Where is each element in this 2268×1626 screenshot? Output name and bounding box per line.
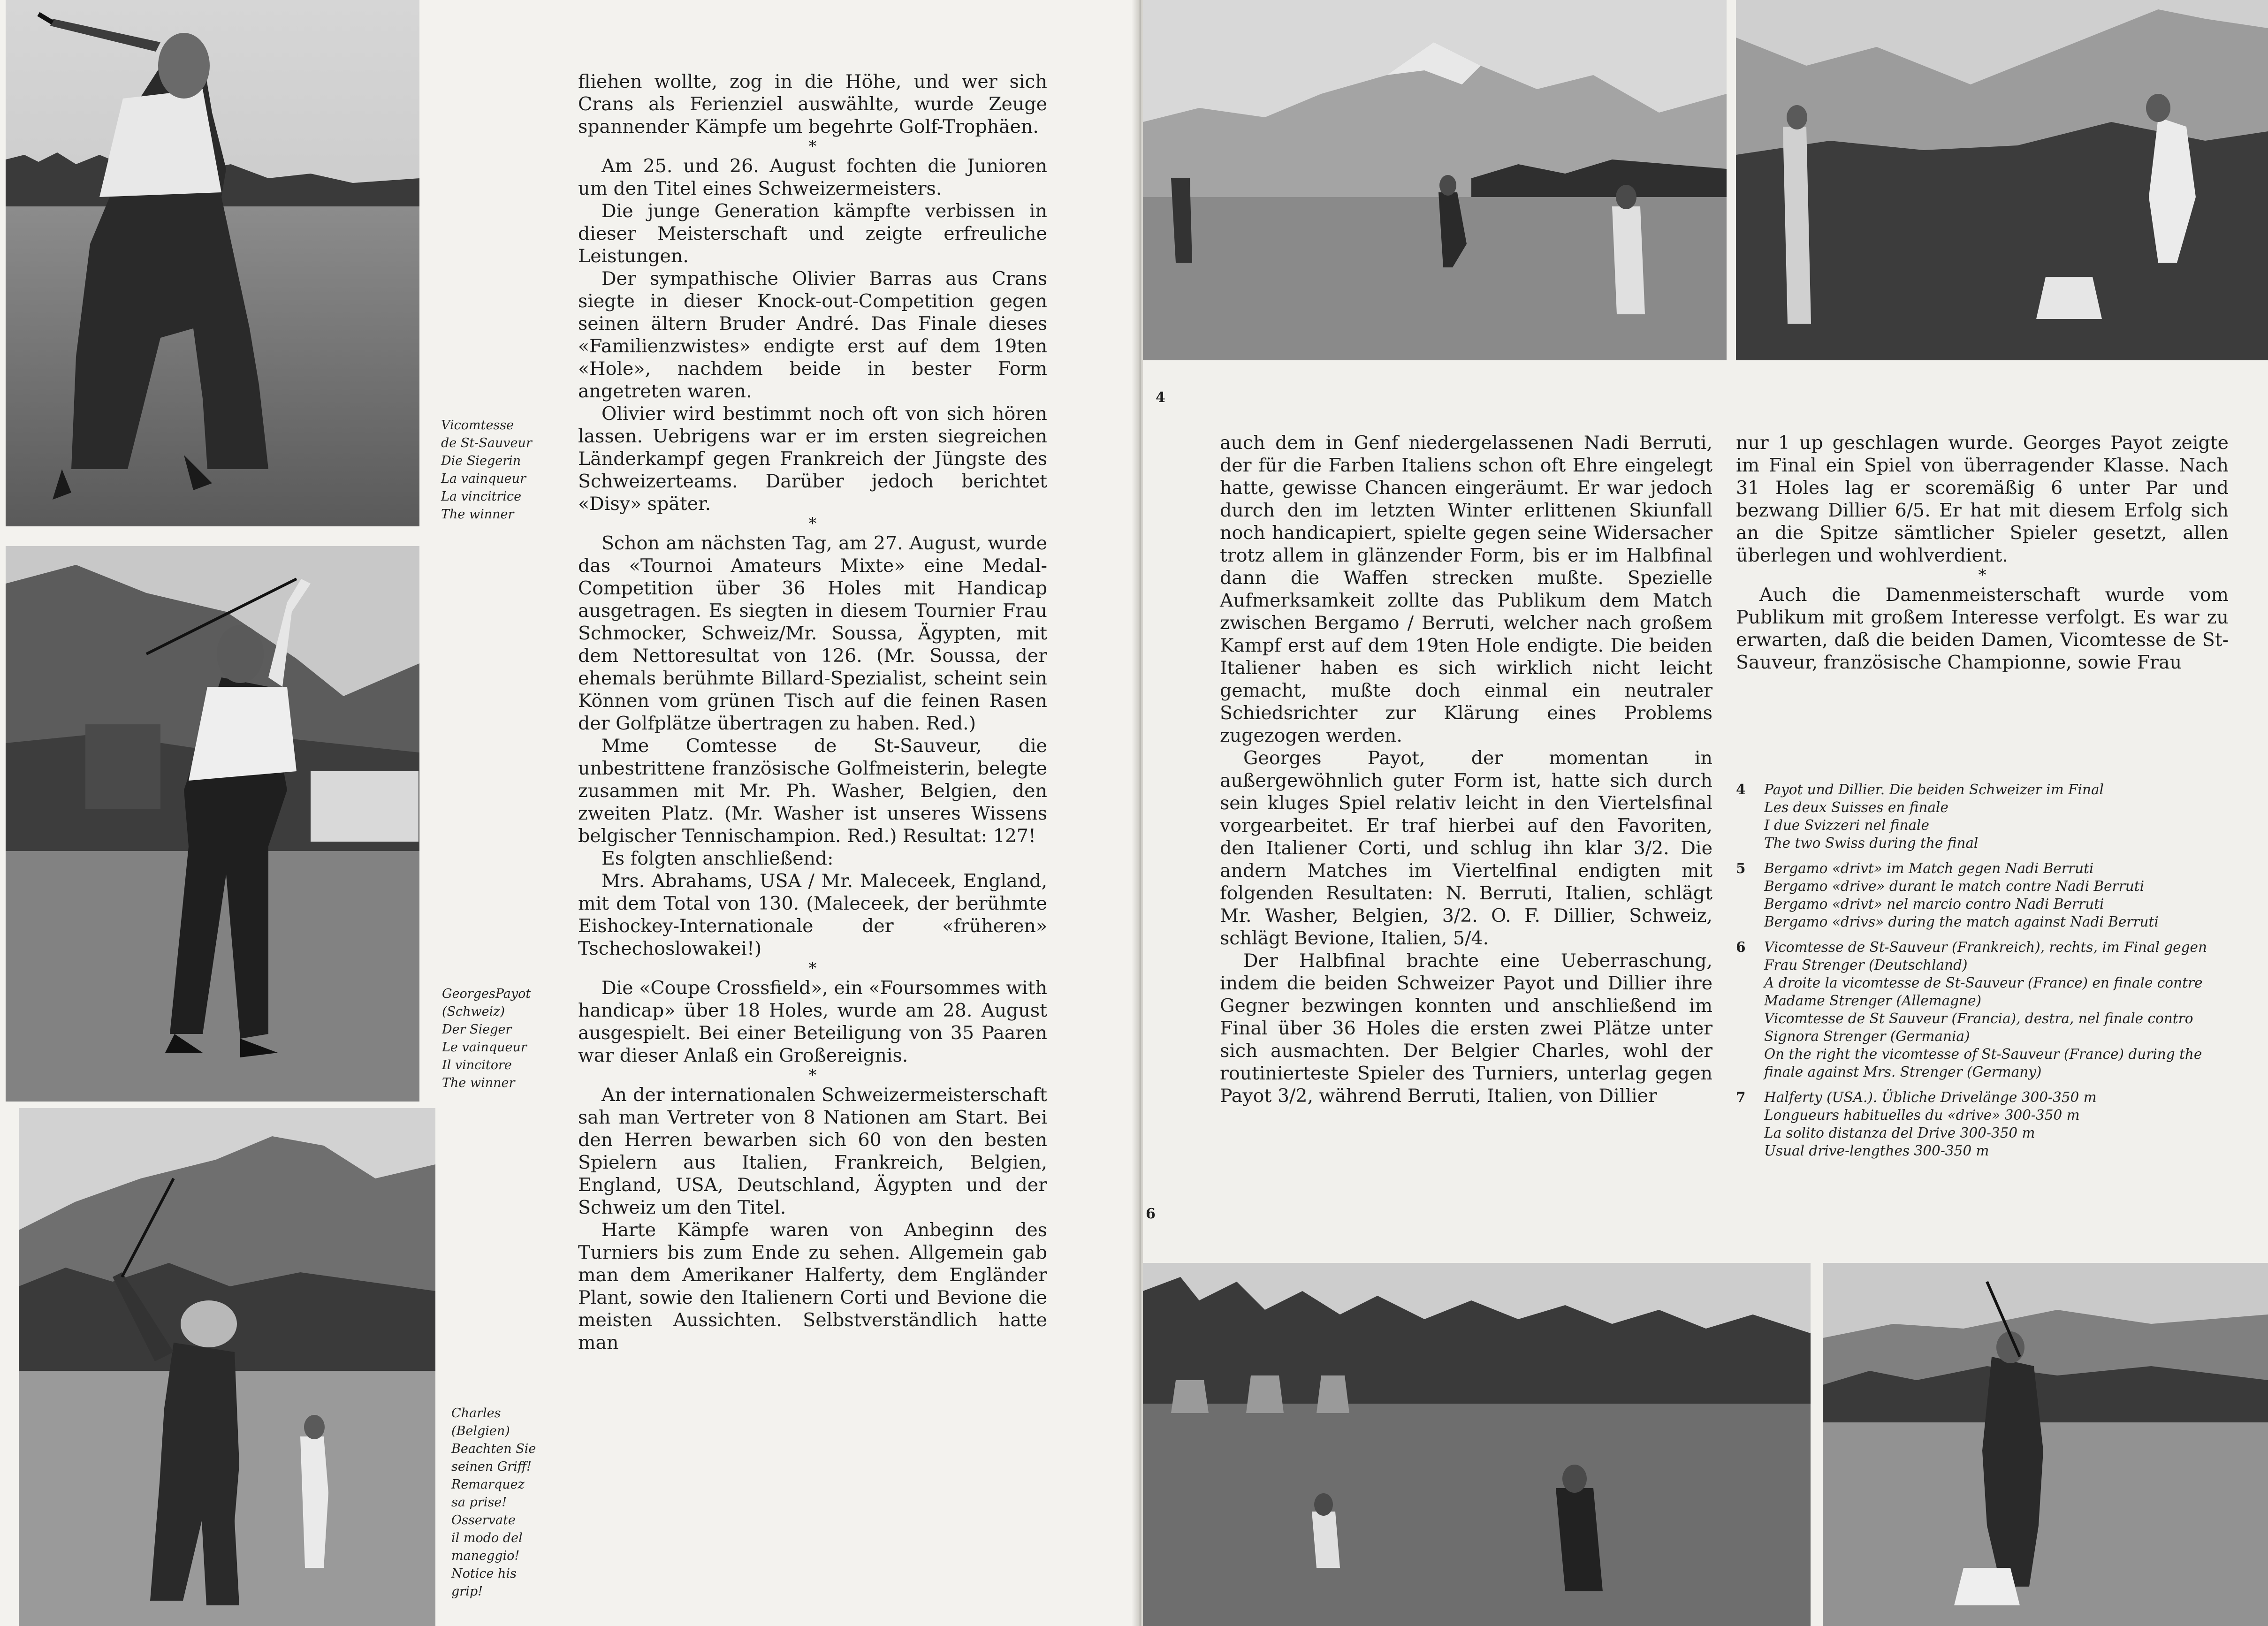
article-paragraph: Der Halbfinal brachte eine Ueberraschung, indem die beiden Schweizer Payot und Dillier ihre Gegner bezwingen konnten und anschließend im Final über 36 Holes die ersten zwei Plätze unter sich ausmachten. Der Belgier Charles, wohl der routinierteste Spieler des Turniers, unterlag gegen Payot 3/2, während Berruti, Italien, von Dillier (1220, 950, 1712, 1107)
article-paragraph: Olivier wird bestimmt noch oft von sich hören lassen. Uebrigens war er im ersten siegreichen Länderkampf gegen Frankreich der Jüngste des Schweizerteams. Darüber jedoch berichtet «Disy» später. (578, 403, 1047, 515)
legend-line: Payot und Dillier. Die beiden Schweizer im Final (1764, 782, 2104, 798)
article-column-left (578, 70, 1047, 1354)
article-paragraph: auch dem in Genf niedergelassenen Nadi Berruti, der für die Farben Italiens schon oft Ehre eingelegt hatte, gewisse Chancen eingeräumt. Er war jedoch durch den im letzten Winter erlittenen Skiunfall noch handicapiert, spielte gegen seine Widersacher trotz allem in glänzender Form, bis er im Halbfinal dann die Waffen strecken mußte. Spezielle Aufmerksamkeit zollte das Publikum dem Match zwischen Bergamo / Berruti, welcher nach großem Kampf erst auf dem 19ten Hole endigte. Die beiden Italiener haben es sich wirklich nicht leicht gemacht, mußte doch einmal ein neutraler Schiedsrichter zur Klärung eines Problems zugezogen werden. (1220, 432, 1712, 746)
section-separator: * (1978, 566, 1986, 585)
legend-line: A droite la vicomtesse de St-Sauveur (France) en finale contre (1764, 975, 2203, 991)
caption-line: sa prise! (451, 1495, 507, 1510)
section-separator: * (808, 514, 817, 533)
golfer-backswing-image (1823, 1263, 2268, 1626)
golf-tee-image (1736, 0, 2268, 360)
golfer-woman-image (6, 0, 419, 526)
page-number-6: 6 (1146, 1206, 1156, 1222)
caption-line: Le vainqueur (442, 1040, 527, 1055)
legend-line: finale against Mrs. Strenger (Germany) (1764, 1064, 2042, 1080)
golfer-cap-image (19, 1108, 435, 1626)
page-number-4: 4 (1156, 389, 1165, 406)
section-separator: * (808, 1066, 817, 1085)
legend-number: 6 (1736, 939, 1746, 955)
legend-line: Halferty (USA.). Übliche Drivelänge 300-350 m (1764, 1089, 2097, 1105)
legend-line: Bergamo «drivs» during the match against Nadi Berruti (1764, 914, 2159, 930)
caption-line: The winner (441, 507, 514, 522)
caption-line: seinen Griff! (451, 1459, 532, 1474)
section-separator: * (808, 959, 817, 978)
photo-legend (1736, 781, 2252, 1167)
article-paragraph: Der sympathische Olivier Barras aus Crans siegte in dieser Knock-out-Competition gegen seinen ältern Bruder André. Das Finale dieses «Familienzwistes» endigte erst auf dem 19ten «Hole», nachdem beide in bester Form angetreten waren. (578, 268, 1047, 402)
legend-entry (1736, 938, 2252, 1081)
photo-charles-belgium (19, 1108, 435, 1626)
caption-line: GeorgesPayot (442, 987, 531, 1001)
legend-line: Frau Strenger (Deutschland) (1764, 957, 1968, 973)
legend-line: Bergamo «drivt» im Match gegen Nadi Berruti (1764, 860, 2094, 876)
article-paragraph: Es folgten anschließend: (601, 848, 834, 869)
article-paragraph: Die «Coupe Crossfield», ein «Foursommes with handicap» über 18 Holes, wurde am 28. August ausgespielt. Bei einer Beteiligung von 35 Paaren war dieser Anlaß ein Großereignis. (578, 977, 1047, 1066)
right-page (1143, 0, 2268, 1626)
caption-line: Der Sieger (442, 1022, 512, 1037)
caption-line: Vicomtesse (441, 418, 514, 433)
article-paragraph: An der internationalen Schweizermeisterschaft sah man Vertreter von 8 Nationen am Start. Bei den Herren bewarben sich 60 von den besten Spielern aus Italien, Frankreich, Belgien, England, USA, Deutschland, Ägypten und der Schweiz um den Titel. (578, 1084, 1047, 1218)
legend-entry (1736, 1088, 2252, 1160)
article-paragraph: Schon am nächsten Tag, am 27. August, wurde das «Tournoi Amateurs Mixte» eine Medal-Competition über 36 Holes mit Handicap ausgetragen. Es siegten in diesem Tournier Frau Schmocker, Schweiz/Mr. Soussa, Ägypten, mit dem Nettoresultat von 126. (Mr. Soussa, der ehemals berühmte Billard-Spezialist, scheint sein Können vom grünen Tisch auf die feinen Rasen der Golfplätze übertragen zu haben. Red.) (578, 532, 1047, 734)
article-paragraph: Auch die Damenmeisterschaft wurde vom Publikum mit großem Interesse verfolgt. Es war zu erwarten, daß die beiden Damen, Vicomtesse de St-Sauveur, französische Championne, sowie Frau (1736, 584, 2229, 673)
legend-line: On the right the vicomtesse of St-Sauveur (France) during the (1764, 1046, 2202, 1062)
legend-line: Usual drive-lengthes 300-350 m (1764, 1143, 1989, 1159)
photo-halferty-drive (1823, 1263, 2268, 1626)
legend-line: Bergamo «drivt» nel marcio contro Nadi Berruti (1764, 896, 2104, 912)
article-paragraph: fliehen wollte, zog in die Höhe, und wer sich Crans als Ferienziel auswählte, wurde Zeuge spannender Kämpfe um begehrte Golf-Trophäen. (578, 71, 1047, 137)
caption-line: (Belgien) (451, 1424, 510, 1438)
caption-line: Notice his (451, 1566, 517, 1581)
legend-line: Longueurs habituelles du «drive» 300-350 m (1764, 1107, 2080, 1123)
legend-line: I due Svizzeri nel finale (1764, 817, 1929, 833)
article-paragraph: nur 1 up geschlagen wurde. Georges Payot zeigte im Final ein Spiel von überragender Klasse. Nach 31 Holes lag er scoremäßig 6 unter Par und bezwang Dillier 6/5. Er hat mit diesem Erfolg sich an die Spitze sämtlicher Spieler gesetzt, allen überlegen und wohlverdient. (1736, 432, 2229, 566)
article-paragraph: Mrs. Abrahams, USA / Mr. Maleceek, England, mit dem Total von 130. (Maleceek, der berühmte Eishockey-Internationale der «früheren» Tschechoslowakei!) (578, 870, 1047, 959)
article-paragraph: Die junge Generation kämpfte verbissen in dieser Meisterschaft und zeigte erfreuliche Leistungen. (578, 200, 1047, 267)
caption-payot (442, 985, 531, 1092)
caption-line: Il vincitore (442, 1058, 512, 1072)
caption-line: il modo del (451, 1531, 523, 1545)
caption-line: Charles (451, 1406, 501, 1421)
legend-number: 4 (1736, 781, 1746, 798)
article-paragraph: Mme Comtesse de St-Sauveur, die unbestrittene französische Golfmeisterin, belegte zusammen mit Mr. Ph. Washer, Belgien, den zweiten Platz. (Mr. Washer ist unseres Wissens belgischer Tennischampion. Red.) Resultat: 127! (578, 735, 1047, 847)
caption-line: maneggio! (451, 1549, 520, 1563)
golf-green-mountains-image (1143, 0, 1727, 360)
legend-line: The two Swiss during the final (1764, 835, 1979, 851)
caption-line: La vincitrice (441, 489, 522, 504)
photo-vicomtesse-st-sauveur (6, 0, 419, 526)
caption-line: de St-Sauveur (441, 436, 532, 450)
caption-line: Beachten Sie (451, 1442, 536, 1456)
women-golfers-image (1143, 1263, 1811, 1626)
caption-line: The winner (442, 1076, 515, 1090)
article-paragraph: Harte Kämpfe waren von Anbeginn des Turniers bis zum Ende zu sehen. Allgemein gab man dem Amerikaner Halferty, dem Engländer Plant, sowie den Italienern Corti und Bevione die meisten Aussichten. Selbstverständlich hatte man (578, 1219, 1047, 1353)
caption-vicomtesse (441, 417, 532, 524)
legend-line: Vicomtesse de St-Sauveur (Frankreich), rechts, im Final gegen (1764, 939, 2207, 955)
legend-line: Signora Strenger (Germania) (1764, 1028, 1970, 1044)
photo-payot-dillier-final (1143, 0, 1727, 360)
photo-georges-payot (6, 546, 419, 1102)
golfer-man-image (6, 546, 419, 1102)
caption-line: Die Siegerin (441, 454, 521, 468)
section-separator: * (808, 137, 817, 156)
legend-line: Bergamo «drive» durant le match contre Nadi Berruti (1764, 878, 2145, 894)
caption-line: Remarquez (451, 1477, 525, 1492)
article-paragraph: Am 25. und 26. August fochten die Junioren um den Titel eines Schweizermeisters. (578, 155, 1047, 199)
caption-line: (Schweiz) (442, 1004, 505, 1019)
caption-line: La vainqueur (441, 471, 526, 486)
legend-line: Vicomtesse de St Sauveur (Francia), destra, nel finale contro (1764, 1011, 2193, 1026)
legend-number: 7 (1736, 1089, 1746, 1105)
article-column-right-1 (1220, 432, 1712, 1107)
legend-entry (1736, 781, 2252, 852)
caption-line: Osservate (451, 1513, 516, 1527)
legend-line: Les deux Suisses en finale (1764, 799, 1948, 815)
legend-entry (1736, 859, 2252, 931)
caption-line: grip! (451, 1584, 483, 1599)
legend-number: 5 (1736, 860, 1746, 876)
caption-charles (451, 1405, 536, 1601)
legend-line: Madame Strenger (Allemagne) (1764, 993, 1982, 1009)
photo-bergamo-drive (1736, 0, 2268, 360)
article-column-right-2 (1736, 432, 2229, 674)
photo-st-sauveur-final (1143, 1263, 1811, 1626)
article-paragraph: Georges Payot, der momentan in außergewöhnlich guter Form ist, hatte sich durch sein kluges Spiel relativ leicht in den Viertelsfinal vorgearbeitet. Er traf hierbei auf den Favoriten, den Italiener Corti, und schlug ihn klar 3/2. Die andern Matches im Viertelfinal endigten mit folgenden Resultaten: N. Berruti, Italien, schlägt Mr. Washer, Belgien, 3/2. O. F. Dillier, Schweiz, schlägt Bevione, Italien, 5/4. (1220, 747, 1712, 949)
legend-line: La solito distanza del Drive 300-350 m (1764, 1125, 2035, 1141)
